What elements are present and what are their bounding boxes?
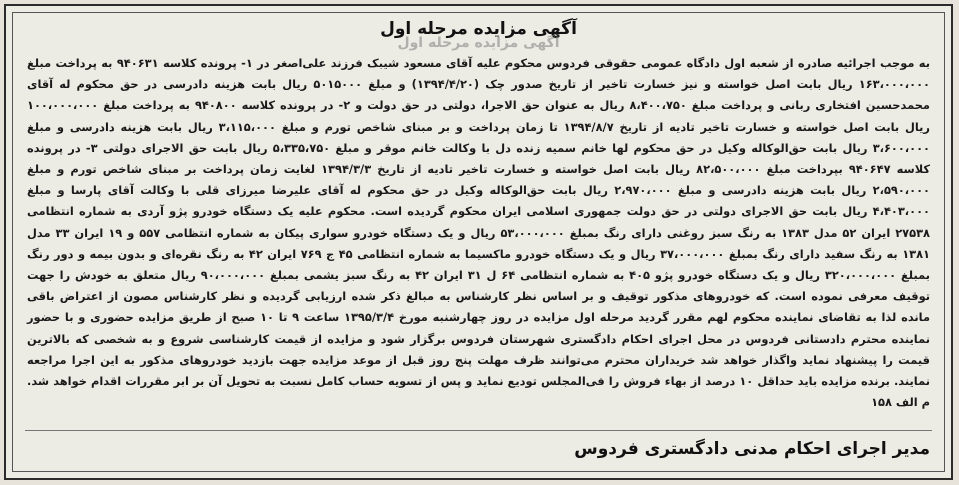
notice-title-ghost: آگهی مزایده مرحله اول	[397, 35, 560, 51]
notice-frame	[12, 12, 945, 472]
divider	[25, 430, 932, 431]
notice-body: به موجب اجرائیه صادره از شعبه اول دادگاه عمومی حقوقی فردوس محکوم علیه آقای مسعود شیبک فرزند علی‌اصغر در ۱- پرونده کلاسه ۹۴۰۶۳۱ به پرداخت مبلغ ۱۶۳،۰۰۰،۰۰۰ ریال بابت اصل خواسته و نیز خسارت تاخیر از تاریخ صدور چک (۱۳۹۴/۴/۲۰) و مبلغ ۵۰۱۵۰۰۰ ریال بابت هزینه دادرسی در حق محکوم له آقای محمدحسین افتخاری ربانی و پرداخت مبلغ ۸،۴۰۰،۷۵۰ ریال به عنوان حق الاجرا، دولتی در حق دولت و ۲- در پرونده کلاسه ۹۴۰۸۰۰ به پرداخت مبلغ ۱۰۰،۰۰۰،۰۰۰ ریال بابت اصل خواسته و خسارت تاخیر تادیه از تاریخ ۱۳۹۴/۸/۷ تا زمان پرداخت و بر مبنای شاخص تورم و مبلغ ۳،۱۱۵،۰۰۰ ریال بابت هزینه دادرسی و مبلغ ۳،۶۰۰،۰۰۰ ریال بابت حق‌الوکاله وکیل در حق محکوم لها خانم سمیه زنده دل با وکالت خانم موقر و مبلغ ۵،۳۳۵،۷۵۰ ریال بابت حق الاجرای دولتی ۳- در پرونده کلاسه ۹۴۰۶۴۷ بپرداخت مبلغ ۸۲،۵۰۰،۰۰۰ ریال بابت اصل خواسته و خسارت تاخیر تادیه از تاریخ ۱۳۹۴/۳/۳ لغایت زمان پرداخت بر مبنای شاخص تورم و مبلغ ۲،۵۹۰،۰۰۰ ریال بابت هزینه دادرسی و مبلغ ۲،۹۷۰،۰۰۰ ریال بابت حق‌الوکاله وکیل در حق محکوم له آقای علیرضا میرزای قلی با وکالت آقای پارسا و مبلغ ۴،۴۰۳،۰۰۰ ریال بابت حق الاجرای دولتی در حق دولت جمهوری اسلامی ایران محکوم گردیده است. محکوم علیه یک دستگاه خودرو پژو آردی به شماره انتظامی ۲۷۵۳۸ ایران ۵۲ مدل ۱۳۸۳ به رنگ سبز روغنی دارای رنگ بمبلغ ۵۳،۰۰۰،۰۰۰ ریال و یک دستگاه خودرو سواری پیکان به شماره انتظامی ۵۵۷ و ۱۹ ایران ۳۳ مدل ۱۳۸۱ به رنگ سفید دارای رنگ بمبلغ ۳۷،۰۰۰،۰۰۰ ریال و یک دستگاه خودرو ماکسیما به شماره انتظامی ۴۵ ج ۷۶۹ ایران ۴۲ به رنگ نقره‌ای و بدون بیمه و دور رنگ بمبلغ ۳۲۰،۰۰۰،۰۰۰ ریال و یک دستگاه خودرو پژو ۴۰۵ به شماره انتظامی ۶۴ ل ۳۱ ایران ۴۲ به رنگ سبز یشمی بمبلغ ۹۰،۰۰۰،۰۰۰ ریال متعلق به خودش را جهت توقیف معرفی نموده است. که خودروهای مذکور توقیف و بر اساس نظر کارشناس به مبالغ ذکر شده ارزیابی گردیده و نظر کارشناس مصون از اعتراض باقی مانده لذا به تقاضای نماینده محکوم لهم مقرر گردید مرحله اول مزایده در روز چهارشنبه مورخ ۱۳۹۵/۳/۴ ساعت ۹ تا ۱۰ صبح از طریق مزایده حضوری و با حضور نماینده محترم دادستانی فردوس در محل اجرای احکام دادگستری شهرستان فردوس برگزار شود و مزایده از قیمت کارشناسی شروع و به شخصی که بالاترین قیمت را پیشنهاد نماید واگذار خواهد شد خریداران محترم می‌توانند ظرف مهلت پنج روز قبل از موعد مزایده جهت بازدید خودروهای مذکور به این اجرا مراجعه نمایند. برنده مزایده باید حداقل ۱۰ درصد از بهاء فروش را فی‌المجلس تودیع نماید و پس از تسویه حساب کامل نسبت به تحویل آن بر ابر مقررات اقدام خواهد شد. م الف ۱۵۸	[27, 56, 931, 410]
notice-title: آگهی مزایده مرحله اول	[380, 19, 577, 39]
notice-signature: مدیر اجرای احکام مدنی دادگستری فردوس	[574, 439, 930, 459]
auction-notice	[4, 4, 953, 480]
